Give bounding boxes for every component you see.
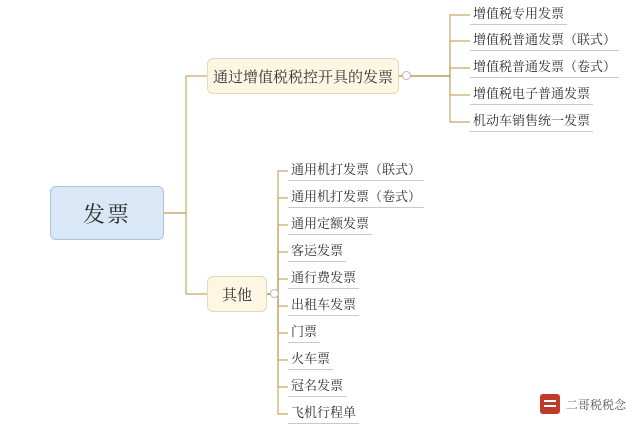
leaf-node[interactable]: 增值税电子普通发票 [470,85,593,105]
leaf-node[interactable]: 通用定额发票 [288,215,372,235]
leaf-node[interactable]: 机动车销售统一发票 [470,112,593,132]
branch-node-other[interactable]: 其他 [207,276,267,312]
collapse-toggle-vat-invoices[interactable] [402,71,411,80]
collapse-toggle-other[interactable] [270,289,279,298]
leaf-node[interactable]: 冠名发票 [288,377,346,397]
leaf-node[interactable]: 增值税普通发票（联式） [470,31,619,51]
leaf-node[interactable]: 增值税专用发票 [470,5,567,25]
brand-watermark [540,394,626,414]
branch-node-vat-invoices[interactable]: 通过增值税税控开具的发票 [207,58,399,94]
leaf-node[interactable]: 客运发票 [288,242,346,262]
leaf-node[interactable]: 通用机打发票（联式） [288,161,424,181]
red-square-logo-icon [540,394,560,414]
leaf-node[interactable]: 火车票 [288,350,333,370]
leaf-node[interactable]: 通用机打发票（卷式） [288,188,424,208]
leaf-node[interactable]: 门票 [288,323,320,343]
leaf-node[interactable]: 飞机行程单 [288,404,359,424]
root-node[interactable]: 发票 [50,186,164,240]
leaf-node[interactable]: 增值税普通发票（卷式） [470,58,619,78]
leaf-node[interactable]: 出租车发票 [288,296,359,316]
leaf-node[interactable]: 通行费发票 [288,269,359,289]
brand-name: 二哥税税念 [565,397,626,412]
